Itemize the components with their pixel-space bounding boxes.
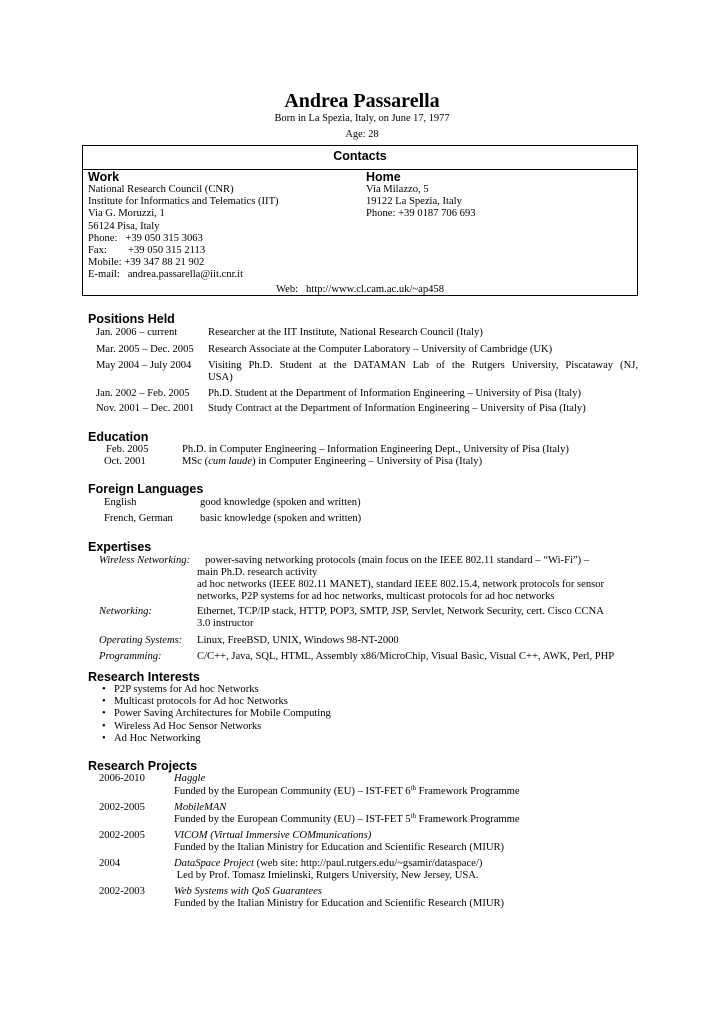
education-date: Feb. 2005 <box>106 444 149 455</box>
language-name: French, German <box>104 513 173 524</box>
expertise-value: power-saving networking protocols (main focus on the IEEE 802.11 standard – “Wi-Fi”) – <box>205 555 590 566</box>
work-line: 56124 Pisa, Italy <box>88 220 160 232</box>
home-phone: Phone: +39 0187 706 693 <box>366 208 476 220</box>
position-text: Study Contract at the Department of Information Engineering – University of Pisa (Italy) <box>208 403 586 414</box>
project-name: DataSpace Project (web site: http://paul.rutgers.edu/~gsamir/dataspace/) <box>174 858 483 869</box>
expertise-value: C/C++, Java, SQL, HTML, Assembly x86/MicroChip, Visual Basic, Visual C++, AWK, Perl, PHP <box>197 651 615 662</box>
bullet-icon: • <box>102 720 106 732</box>
position-text: Research Associate at the Computer Laboratory – University of Cambridge (UK) <box>208 344 553 355</box>
position-date: Jan. 2002 – Feb. 2005 <box>96 388 190 399</box>
person-name: Andrea Passarella <box>284 90 440 112</box>
list-item: • Ad Hoc Networking <box>102 732 201 744</box>
project-name: Web Systems with QoS Guarantees <box>174 886 322 897</box>
list-item: • Power Saving Architectures for Mobile Computing <box>102 708 331 720</box>
expertise-label: Wireless Networking: <box>99 555 191 566</box>
work-line: Institute for Informatics and Telematics (IIT) <box>88 196 279 208</box>
project-funding: Funded by the Italian Ministry for Education and Scientific Research (MIUR) <box>174 842 505 853</box>
expertises-title: Expertises <box>88 540 152 554</box>
interests-title: Research Interests <box>88 670 200 684</box>
project-name: MobileMAN <box>174 802 227 813</box>
education-date: Oct. 2001 <box>104 456 146 467</box>
work-phone: Phone: +39 050 315 3063 <box>88 232 203 244</box>
contacts-box <box>82 145 638 296</box>
list-item: • P2P systems for Ad hoc Networks <box>102 684 259 695</box>
position-date: May 2004 – July 2004 <box>96 360 192 371</box>
contacts-divider <box>83 169 637 170</box>
project-funding: Funded by the European Community (EU) – IST-FET 6th Framework Programme <box>174 784 520 797</box>
project-funding: Funded by the Italian Ministry for Education and Scientific Research (MIUR) <box>174 898 505 909</box>
education-text: MSc (cum laude) in Computer Engineering – University of Pisa (Italy) <box>182 456 483 467</box>
interests-list <box>102 684 331 745</box>
position-text: Researcher at the IIT Institute, National Research Council (Italy) <box>208 327 483 338</box>
expertise-label: Programming: <box>99 651 162 662</box>
expertise-value: 3.0 instructor <box>197 618 254 629</box>
language-level: basic knowledge (spoken and written) <box>200 513 362 524</box>
expertise-label: Networking: <box>99 606 152 617</box>
bullet-icon: • <box>102 732 106 744</box>
language-name: English <box>104 497 137 508</box>
education-title: Education <box>88 430 149 444</box>
bullet-icon: • <box>102 684 106 695</box>
language-level: good knowledge (spoken and written) <box>200 497 361 508</box>
work-line: Via G. Moruzzi, 1 <box>88 208 165 220</box>
web-link[interactable]: Web: http://www.cl.cam.ac.uk/~ap458 <box>275 284 445 295</box>
expertise-value: ad hoc networks (IEEE 802.11 MANET), standard IEEE 802.15.4, network protocols for sensor <box>197 579 605 590</box>
bullet-icon: • <box>102 708 106 720</box>
languages-title: Foreign Languages <box>88 482 204 496</box>
positions-title: Positions Held <box>88 312 175 326</box>
project-funding: Led by Prof. Tomasz Imielinski, Rutgers University, New Jersey, USA. <box>174 870 479 881</box>
work-email[interactable]: E-mail: andrea.passarella@iit.cnr.it <box>88 269 244 281</box>
bullet-icon: • <box>102 696 106 708</box>
expertise-label: Operating Systems: <box>99 635 183 646</box>
position-date: Mar. 2005 – Dec. 2005 <box>96 344 194 355</box>
list-item: • Multicast protocols for Ad hoc Networks <box>102 696 288 708</box>
projects-title: Research Projects <box>88 759 198 773</box>
work-mobile: Mobile: +39 347 88 21 902 <box>88 257 205 269</box>
work-line: National Research Council (CNR) <box>88 184 234 195</box>
work-title: Work <box>88 170 120 184</box>
home-address <box>366 184 476 221</box>
project-years: 2002-2003 <box>99 886 145 897</box>
age: Age: 28 <box>345 129 379 140</box>
position-date: Jan. 2006 – current <box>96 327 178 338</box>
project-funding: Funded by the European Community (EU) – IST-FET 5th Framework Programme <box>174 812 520 825</box>
expertise-value: main Ph.D. research activity <box>197 567 318 578</box>
home-line: 19122 La Spezia, Italy <box>366 196 462 208</box>
home-title: Home <box>366 170 401 184</box>
project-years: 2002-2005 <box>99 830 145 841</box>
work-fax: Fax: +39 050 315 2113 <box>88 245 206 257</box>
project-name: VICOM (Virtual Immersive COMmunications) <box>174 830 372 841</box>
contacts-title: Contacts <box>333 149 387 163</box>
work-address <box>88 184 279 282</box>
project-name: Haggle <box>174 773 206 784</box>
expertise-value: Linux, FreeBSD, UNIX, Windows 98-NT-2000 <box>197 635 399 646</box>
position-text-cont: USA) <box>208 372 233 383</box>
project-years: 2004 <box>99 858 121 869</box>
project-years: 2006-2010 <box>99 773 145 784</box>
position-text: Visiting Ph.D. Student at the DATAMAN Lab of the Rutgers University, Piscataway (NJ, <box>208 360 638 371</box>
education-text: Ph.D. in Computer Engineering – Information Engineering Dept., University of Pisa (Italy) <box>182 444 569 455</box>
list-item: • Wireless Ad Hoc Sensor Networks <box>102 720 262 732</box>
expertise-value: Ethernet, TCP/IP stack, HTTP, POP3, SMTP, JSP, Servlet, Network Security, cert. Cisco CCNA <box>197 606 604 617</box>
birth-info: Born in La Spezia, Italy, on June 17, 1977 <box>274 113 450 124</box>
project-years: 2002-2005 <box>99 802 145 813</box>
expertise-value: networks, P2P systems for ad hoc networks, multicast protocols for ad hoc networks <box>197 591 555 602</box>
home-line: Via Milazzo, 5 <box>366 184 429 195</box>
position-text: Ph.D. Student at the Department of Information Engineering – University of Pisa (Italy) <box>208 388 582 399</box>
position-date: Nov. 2001 – Dec. 2001 <box>96 403 195 414</box>
